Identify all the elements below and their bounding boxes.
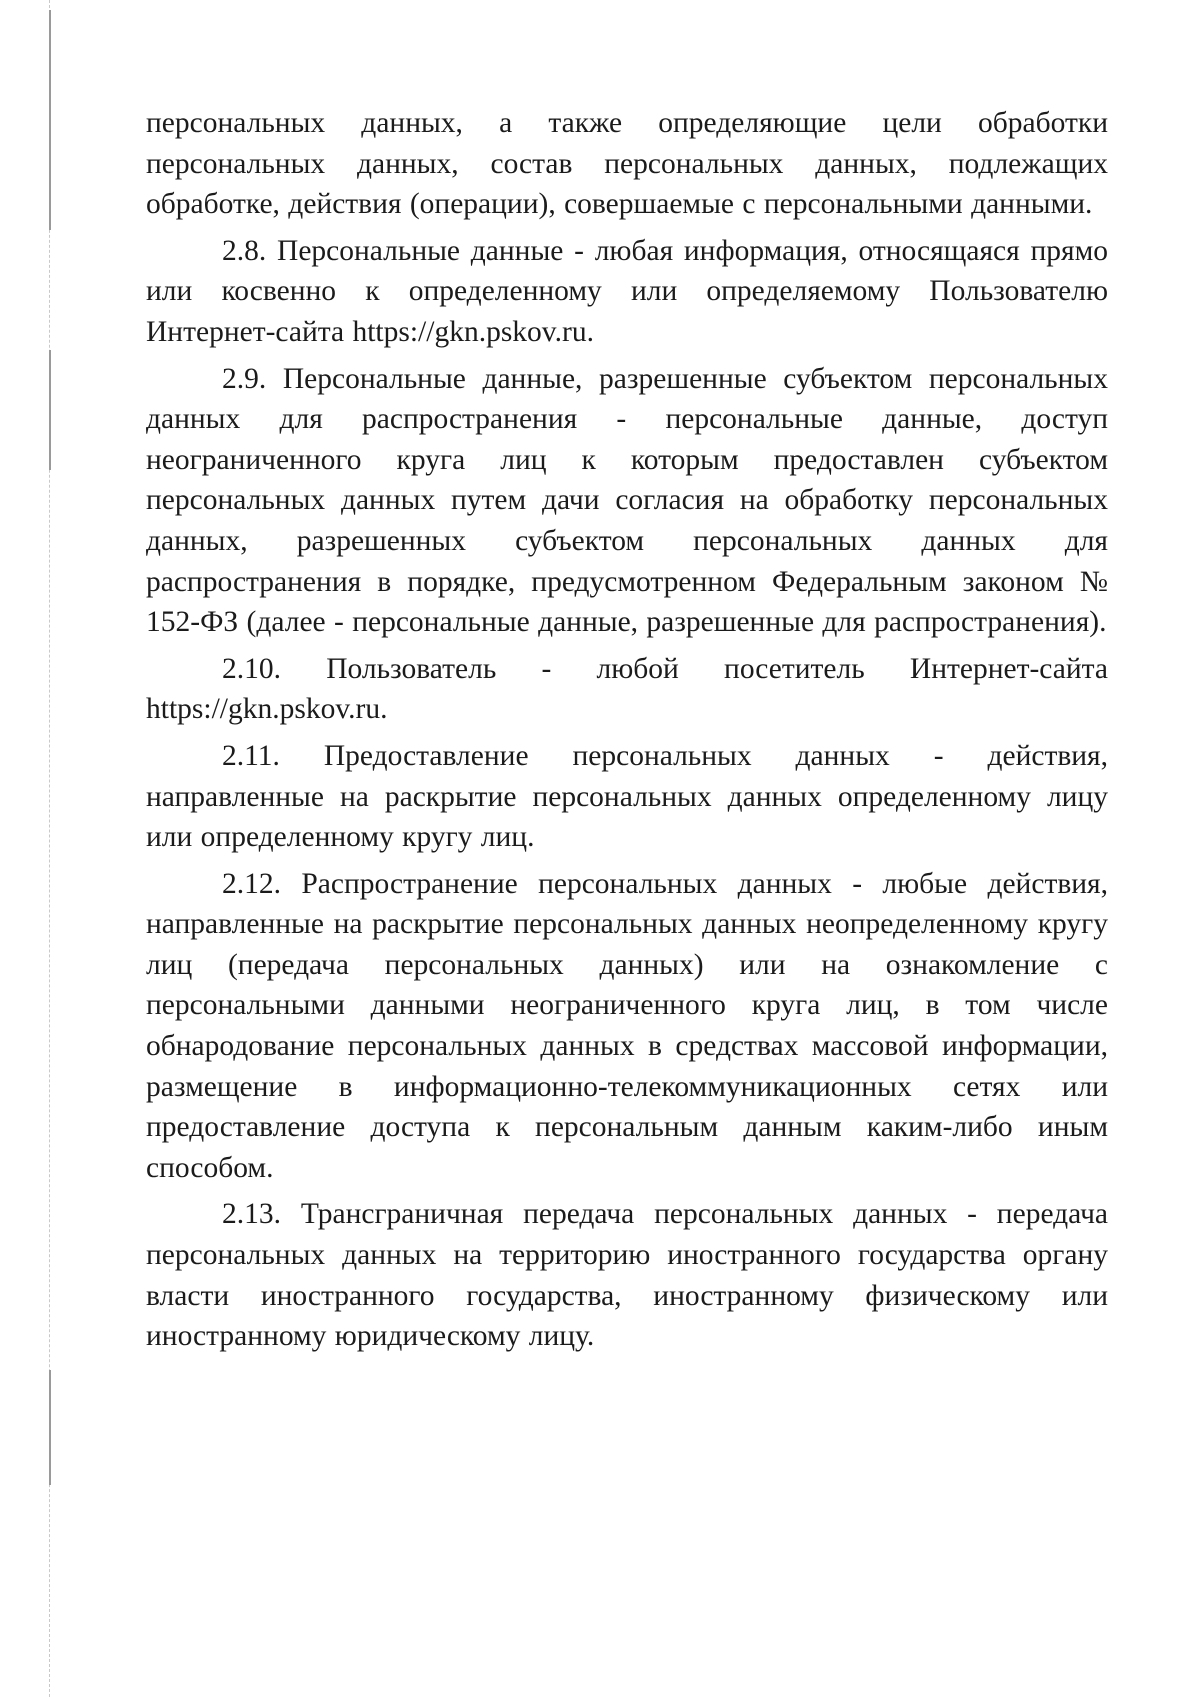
scan-edge-mark	[49, 10, 51, 230]
paragraph-2-13: 2.13. Трансграничная передача персональных данных - передача персональных данных на территорию иностранного государства органу власти иностранного государства, иностранному физическому или иностранному юридическому лицу.	[146, 1198, 1108, 1353]
paragraph-2-9: 2.9. Персональные данные, разрешенные субъектом персональных данных для распространения - персональные данные, доступ неограниченного круга лиц к которым предоставлен субъектом персональных данных путем дачи согласия на обработку персональных данных, разрешенных субъектом персональных данных для распространения в порядке, предусмотренном Федеральным законом № 152-ФЗ (далее - персональные данные, разрешенные для распространения).	[146, 362, 1108, 639]
document-page	[146, 103, 1108, 1363]
scan-edge-mark	[49, 1370, 51, 1485]
scan-edge-mark	[49, 350, 51, 470]
paragraph-continuation: персональных данных, а также определяющие цели обработки персональных данных, состав персональных данных, подлежащих обработке, действия (операции), совершаемые с персональными данными.	[146, 107, 1108, 221]
paragraph-2-8: 2.8. Персональные данные - любая информация, относящаяся прямо или косвенно к определенному или определяемому Пользователю Интернет-сайта https://gkn.pskov.ru.	[146, 234, 1108, 348]
paragraph-2-12: 2.12. Распространение персональных данных - любые действия, направленные на раскрытие персональных данных неопределенному кругу лиц (передача персональных данных) или на ознакомление с персональными данными неограниченного круга лиц, в том числе обнародование персональных данных в средствах массовой информации, размещение в информационно-телекоммуникационных сетях или предоставление доступа к персональным данным каким-либо иным способом.	[146, 867, 1108, 1184]
paragraph-2-10: 2.10. Пользователь - любой посетитель Интернет-сайта https://gkn.pskov.ru.	[146, 652, 1108, 726]
paragraph-2-11: 2.11. Предоставление персональных данных - действия, направленные на раскрытие персональных данных определенному лицу или определенному кругу лиц.	[146, 739, 1108, 854]
